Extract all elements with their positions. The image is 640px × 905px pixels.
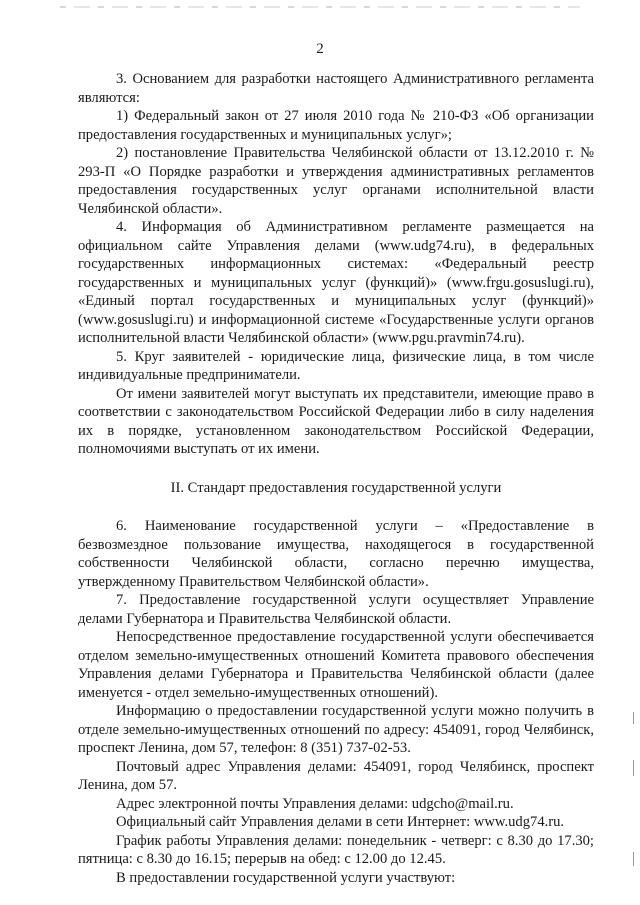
section-heading: II. Стандарт предоставления государственной услуги: [170, 479, 502, 496]
paragraph-7-info: Информацию о предоставлении государственной услуги можно получить в отделе земельно-имущественных отношений по адресу: 454091, город Челябинск, проспект Ленина, дом 57, телефон: 8 (351) 737-02-53.: [78, 703, 594, 756]
paragraph-website: Официальный сайт Управления делами в сети Интернет: www.udg74.ru.: [116, 814, 565, 830]
paragraph-7-department: Непосредственное предоставление государственной услуги обеспечивается отделом земельно-имущественных отношений Комитета правового обеспечения Управления делами Губернатора и Правительства Челябинской области (далее именуется - отдел земельно-имущественных отношений).: [78, 629, 594, 701]
paragraph-participants: В предоставлении государственной услуги участвуют:: [116, 869, 456, 886]
paragraph-7: 7. Предоставление государственной услуги осуществляет Управление делами Губернатора и Правительства Челябинской области.: [78, 592, 594, 627]
paragraph-3-2: 2) постановление Правительства Челябинской области от 13.12.2010 г. № 293-П «О Порядке разработки и утверждения административных регламентов предоставления государственных услуг органами исполнительной власти Челябинской области».: [78, 145, 594, 217]
page-number: 2: [316, 41, 324, 57]
paragraph-schedule: График работы Управления делами: понедельник - четверг: с 8.30 до 17.30; пятница: с 8.30 до 16.15; перерыв на обед: с 12.00 до 12.45.: [78, 832, 594, 867]
paragraph-postal-address: Почтовый адрес Управления делами: 454091, город Челябинск, проспект Ленина, дом 57.: [78, 758, 594, 793]
scan-artifact-top: [60, 6, 580, 8]
paragraph-3-1: 1) Федеральный закон от 27 июля 2010 года № 210-ФЗ «Об организации предоставления государственных и муниципальных услуг»;: [78, 108, 594, 143]
paragraph-email: Адрес электронной почты Управления делами: udgcho@mail.ru.: [116, 795, 514, 812]
paragraph-5: 5. Круг заявителей - юридические лица, физические лица, в том числе индивидуальные предприниматели.: [78, 348, 594, 383]
scan-artifact-margin: [633, 760, 634, 776]
paragraph-3: 3. Основанием для разработки настоящего Административного регламента являются:: [78, 71, 594, 106]
document-body: [78, 70, 594, 887]
scan-artifact-margin: [633, 852, 634, 866]
scan-artifact-margin: [633, 712, 634, 724]
paragraph-4: 4. Информация об Административном регламенте размещается на официальном сайте Управления делами (www.udg74.ru), в федеральных государственных информационных системах: «Федеральный реестр государственных и муниципальных услуг (функций)» (www.frgu.gosuslugi.ru), «Единый портал государственных и муниципальных услуг (функций)» (www.gosuslugi.ru) и информационной системе «Государственные услуги органов исполнительной власти Челябинской области» (www.pgu.pravmin74.ru).: [78, 219, 594, 346]
paragraph-5-representatives: От имени заявителей могут выступать их представители, имеющие право в соответствии с законодательством Российской Федерации либо в силу наделения их в порядке, установленном законодательством Российской Федерации, полномочиями выступать от их имени.: [78, 385, 594, 457]
paragraph-6: 6. Наименование государственной услуги – «Предоставление в безвозмездное пользование имущества, находящегося в государственной собственности Челябинской области, согласно перечню имущества, утвержденному Правительством Челябинской области».: [78, 518, 594, 590]
